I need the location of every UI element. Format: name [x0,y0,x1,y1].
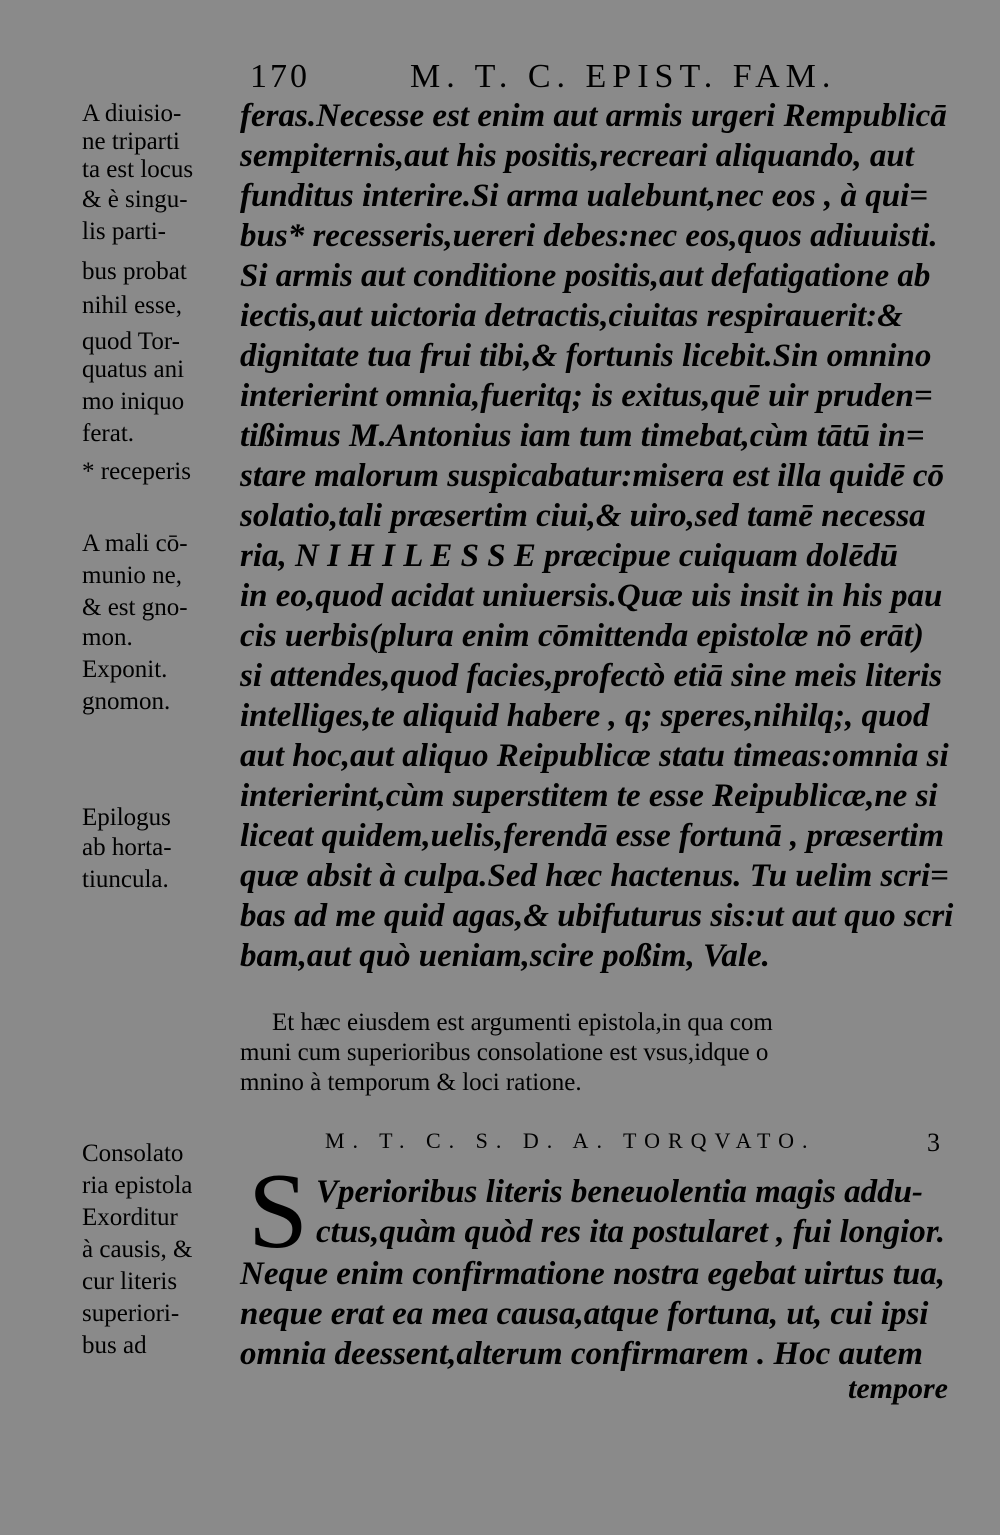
letter-number: 3 [927,1128,940,1157]
margin-note-line: Exorditur [82,1204,178,1231]
margin-note-line: ferat. [82,420,135,447]
letter-heading [325,1128,965,1157]
letter-heading-text: M. T. C. S. D. A. TORQVATO. [325,1128,816,1153]
margin-note-line: superiori- [82,1300,180,1327]
main-text-line: liceat quidem,uelis,ferendā esse fortunā , præsertim [240,818,944,854]
letter-line: Neque enim confirmatione nostra egebat uirtus tua, [240,1256,945,1292]
margin-note-line: ne triparti [82,128,180,155]
main-text-line: Si armis aut conditione positis,aut defatigatione ab [240,258,931,294]
main-text-line: iectis,aut uictoria detractis,ciuitas respirauerit:& [240,298,903,334]
main-text-line: interierint omnia,fueritq; is exitus,quē uir pruden= [240,378,933,414]
main-text-line: bam,aut quò ueniam,scire poßim, Vale. [240,938,770,974]
margin-note-line: lis parti- [82,218,167,245]
margin-note-line: A mali cō- [82,530,188,557]
main-text-line: feras.Necesse est enim aut armis urgeri Rempublicā [240,98,947,134]
margin-note-line: munio ne, [82,562,182,589]
argument-line: muni cum superioribus consolatione est vsus,idque o [240,1039,769,1066]
main-text-line: si attendes,quod facies,profectò etiā sine meis literis [240,658,943,694]
margin-note-line: & è singu- [82,186,188,213]
letter-line: neque erat ea mea causa,atque fortuna, ut, cui ipsi [240,1296,929,1332]
margin-note-line: gnomon. [82,688,171,715]
margin-note-line: nihil esse, [82,292,182,319]
margin-note-line: bus probat [82,258,187,285]
drop-cap: S [248,1152,309,1271]
letter-line: ctus,quàm quòd res ita postularet , fui longior. [316,1214,945,1250]
main-text-line: quæ absit à culpa.Sed hæc hactenus. Tu uelim scri= [240,858,949,894]
margin-note-line: * receperis [82,458,191,485]
catchword: tempore [848,1372,948,1405]
main-text-line: stare malorum suspicabatur:misera est illa quidē cō [240,458,945,494]
margin-note-line: & est gno- [82,594,188,621]
letter-line: Vperioribus literis beneuolentia magis addu- [316,1174,923,1210]
argument-line: Et hæc eiusdem est argumenti epistola,in qua com [272,1009,773,1036]
main-text-line: solatio,tali præsertim ciui,& uiro,sed tamē necessa [240,498,926,534]
margin-note-line: tiuncula. [82,866,169,893]
argument-line: mnino à temporum & loci ratione. [240,1069,582,1096]
letter-line: omnia deessent,alterum confirmarem . Hoc autem [240,1336,923,1372]
margin-note-line: quatus ani [82,356,185,383]
margin-note-line: A diuisio- [82,100,182,127]
main-text-line: in eo,quod acidat uniuersis.Quæ uis insit in his pau [240,578,943,614]
margin-note-line: ria epistola [82,1172,193,1199]
main-text-line: bus* recesseris,uereri debes:nec eos,quos adiuuisti. [240,218,938,254]
margin-note-line: cur literis [82,1268,178,1295]
page-number: 170 [250,58,310,95]
margin-note-line: Epilogus [82,804,171,831]
main-text-line: dignitate tua frui tibi,& fortunis licebit.Sin omnino [240,338,932,374]
main-text-line: aut hoc,aut aliquo Reipublicæ statu timeas:omnia si [240,738,949,774]
margin-note-line: Consolato [82,1140,184,1167]
margin-note-line: Exponit. [82,656,168,683]
main-text-line: ria, N I H I L E S S E præcipue cuiquam dolēdū [240,538,898,574]
main-text-line: sempiternis,aut his positis,recreari aliquando, aut [240,138,914,174]
margin-note-line: mo iniquo [82,388,185,415]
main-text-line: bas ad me quid agas,& ubifuturus sis:ut aut quo scri [240,898,954,934]
main-text-line: funditus interire.Si arma ualebunt,nec eos , à qui= [240,178,929,214]
margin-note-line: à causis, & [82,1236,193,1263]
running-title: M. T. C. EPIST. FAM. [410,58,837,95]
margin-note-line: quod Tor- [82,328,180,355]
margin-note-line: ta est locus [82,156,194,183]
main-text-line: intelliges,te aliquid habere , q; speres,nihilq;, quod [240,698,930,734]
main-text-line: interierint,cùm superstitem te esse Reipublicæ,ne si [240,778,938,814]
margin-note-line: mon. [82,624,133,651]
main-text-line: tißimus M.Antonius iam tum timebat,cùm tātū in= [240,418,925,454]
main-text-line: cis uerbis(plura enim cōmittenda epistolæ nō erāt) [240,618,924,654]
margin-note-line: bus ad [82,1332,147,1359]
margin-note-line: ab horta- [82,834,172,861]
